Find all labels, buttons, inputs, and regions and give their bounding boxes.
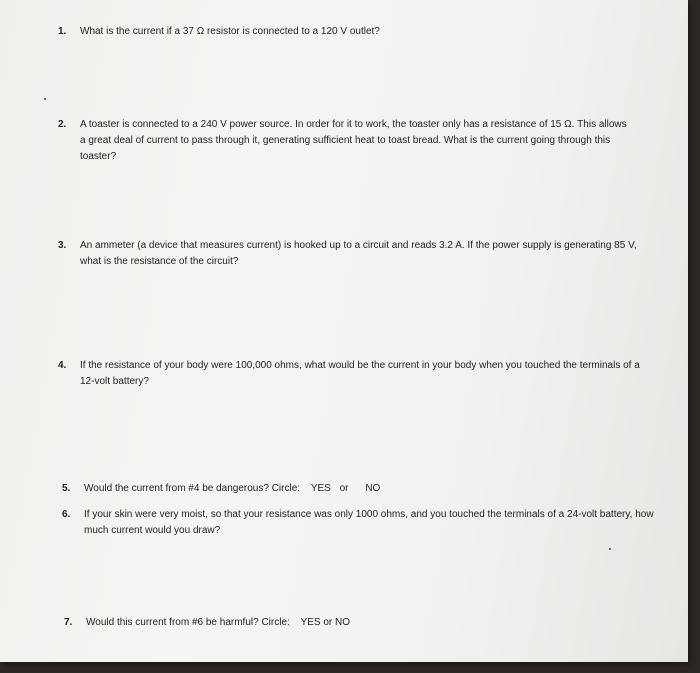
question-4 [58, 358, 650, 390]
question-text: An ammeter (a device that measures current) is hooked up to a circuit and reads 3.2 A. If the power supply is generating 85 V, what is the resistance of the circuit? [80, 240, 637, 267]
question-5 [62, 481, 652, 497]
question-text: Would this current from #6 be harmful? Circle: [86, 617, 290, 628]
question-text: Would the current from #4 be dangerous? Circle: [84, 483, 301, 494]
question-1 [58, 24, 648, 40]
question-6 [62, 507, 654, 539]
question-number: 3. [58, 240, 67, 251]
or-text: or [339, 483, 349, 494]
question-number: 7. [64, 617, 73, 628]
stray-mark [44, 98, 46, 100]
question-7 [64, 615, 654, 631]
question-text: If your skin were very moist, so that your resistance was only 1000 ohms, and you touched the terminals of a 24-volt battery, how much current would you draw? [84, 509, 654, 536]
question-number: 1. [58, 26, 67, 37]
question-number: 6. [62, 509, 71, 520]
yes-option[interactable]: YES [310, 483, 331, 494]
yes-or-no-choice[interactable]: YES or NO [300, 617, 351, 628]
question-3 [58, 238, 648, 270]
question-number: 2. [58, 119, 67, 130]
no-option[interactable]: NO [365, 483, 381, 494]
question-text: If the resistance of your body were 100,000 ohms, what would be the current in your body when you touched the terminals of a 12-volt battery? [80, 360, 640, 387]
question-number: 5. [62, 483, 71, 494]
question-number: 4. [58, 360, 67, 371]
stray-mark [609, 548, 611, 550]
question-2 [58, 117, 633, 165]
question-text: A toaster is connected to a 240 V power source. In order for it to work, the toaster only has a resistance of 15 Ω. This allows a great deal of current to pass through it, generating sufficient heat to toast bread. What is the current going through this toaster? [80, 119, 627, 162]
question-text: What is the current if a 37 Ω resistor is connected to a 120 V outlet? [80, 26, 380, 37]
